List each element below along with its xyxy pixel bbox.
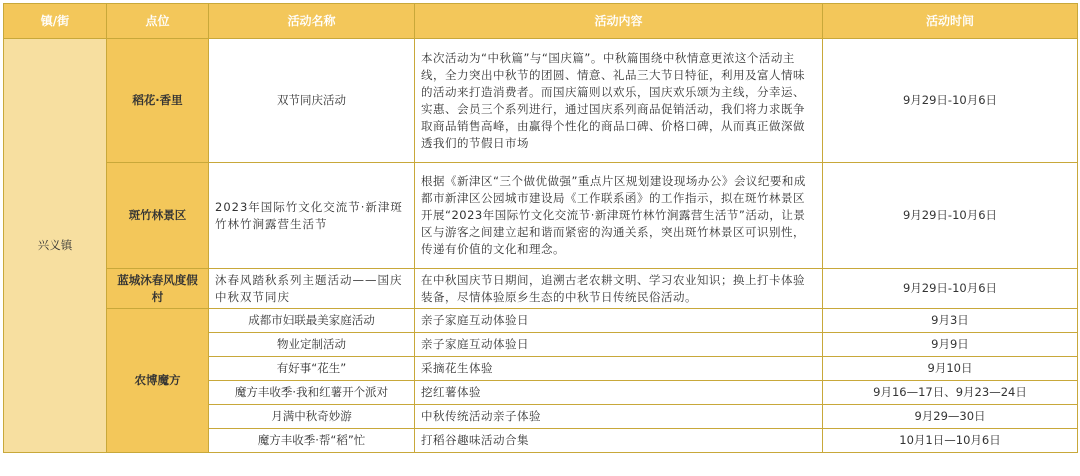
activity-name-cell: 物业定制活动 — [209, 333, 415, 357]
activity-time-cell: 9月3日 — [823, 309, 1078, 333]
activity-time-cell: 9月29日-10月6日 — [823, 39, 1078, 163]
activity-content-cell: 打稻谷趣味活动合集 — [415, 429, 823, 453]
activity-time-cell: 9月29日-10月6日 — [823, 269, 1078, 309]
activity-name-cell: 月满中秋奇妙游 — [209, 405, 415, 429]
activity-content-cell: 在中秋国庆节日期间，追溯古老农耕文明、学习农业知识；换上打卡体验装备，尽情体验原乡生态的中秋节日传统民俗活动。 — [415, 269, 823, 309]
activity-content-cell: 根据《新津区“三个做优做强”重点片区规划建设现场办公》会议纪要和成都市新津区公园城市建设局《工作联系函》的工作指示，拟在斑竹林景区开展“2023年国际竹文化交流节·新津斑竹林竹涧露营生活节”活动，让景区与游客之间建立起和谐而紧密的沟通关系，突出斑竹林景区可识别性，传递有价值的文化和理念。 — [415, 163, 823, 269]
header-content: 活动内容 — [415, 4, 823, 39]
activity-content-cell: 采摘花生体验 — [415, 357, 823, 381]
header-time: 活动时间 — [823, 4, 1078, 39]
table-row — [4, 163, 1078, 269]
location-cell: 蓝城沐春风度假村 — [107, 269, 209, 309]
activity-time-cell: 9月9日 — [823, 333, 1078, 357]
activity-content-cell: 挖红薯体验 — [415, 381, 823, 405]
header-location: 点位 — [107, 4, 209, 39]
table-row — [4, 269, 1078, 309]
activity-time-cell: 9月29—30日 — [823, 405, 1078, 429]
activity-name-cell: 魔方丰收季·我和红薯开个派对 — [209, 381, 415, 405]
activity-name-cell: 2023年国际竹文化交流节·新津斑竹林竹涧露营生活节 — [209, 163, 415, 269]
activity-name-cell: 有好事“花生” — [209, 357, 415, 381]
activity-name-cell: 沐春风踏秋系列主题活动——国庆中秋双节同庆 — [209, 269, 415, 309]
activity-name-cell: 魔方丰收季·帮“稻”忙 — [209, 429, 415, 453]
activity-content-cell: 亲子家庭互动体验日 — [415, 333, 823, 357]
table-row — [4, 309, 1078, 333]
town-cell: 兴义镇 — [4, 39, 107, 453]
table-header-row — [4, 4, 1078, 39]
activity-time-cell: 9月10日 — [823, 357, 1078, 381]
location-cell: 稻花·香里 — [107, 39, 209, 163]
activity-content-cell: 亲子家庭互动体验日 — [415, 309, 823, 333]
activity-time-cell: 9月16—17日、9月23—24日 — [823, 381, 1078, 405]
activity-content-cell: 中秋传统活动亲子体验 — [415, 405, 823, 429]
location-cell: 斑竹林景区 — [107, 163, 209, 269]
header-town: 镇/街 — [4, 4, 107, 39]
activity-time-cell: 9月29日-10月6日 — [823, 163, 1078, 269]
activity-time-cell: 10月1日—10月6日 — [823, 429, 1078, 453]
activity-name-cell: 双节同庆活动 — [209, 39, 415, 163]
table-row — [4, 39, 1078, 163]
location-cell: 农博魔方 — [107, 309, 209, 453]
header-name: 活动名称 — [209, 4, 415, 39]
activity-name-cell: 成都市妇联最美家庭活动 — [209, 309, 415, 333]
activity-content-cell: 本次活动为“中秋篇”与“国庆篇”。中秋篇围绕中秋情意更浓这个活动主线，全力突出中秋节的团圆、情意、礼品三大节日特征，利用及富人情味的活动来打造消费者。而国庆篇则以欢乐，国庆欢乐颂为主线，分幸运、实惠、会员三个系列进行，通过国庆系列商品促销活动，我们将力求既争取商品销售高峰，由赢得个性化的商品口碑、价格口碑，从而真正做深做透我们的节假日市场 — [415, 39, 823, 163]
activity-schedule-table — [3, 3, 1078, 453]
